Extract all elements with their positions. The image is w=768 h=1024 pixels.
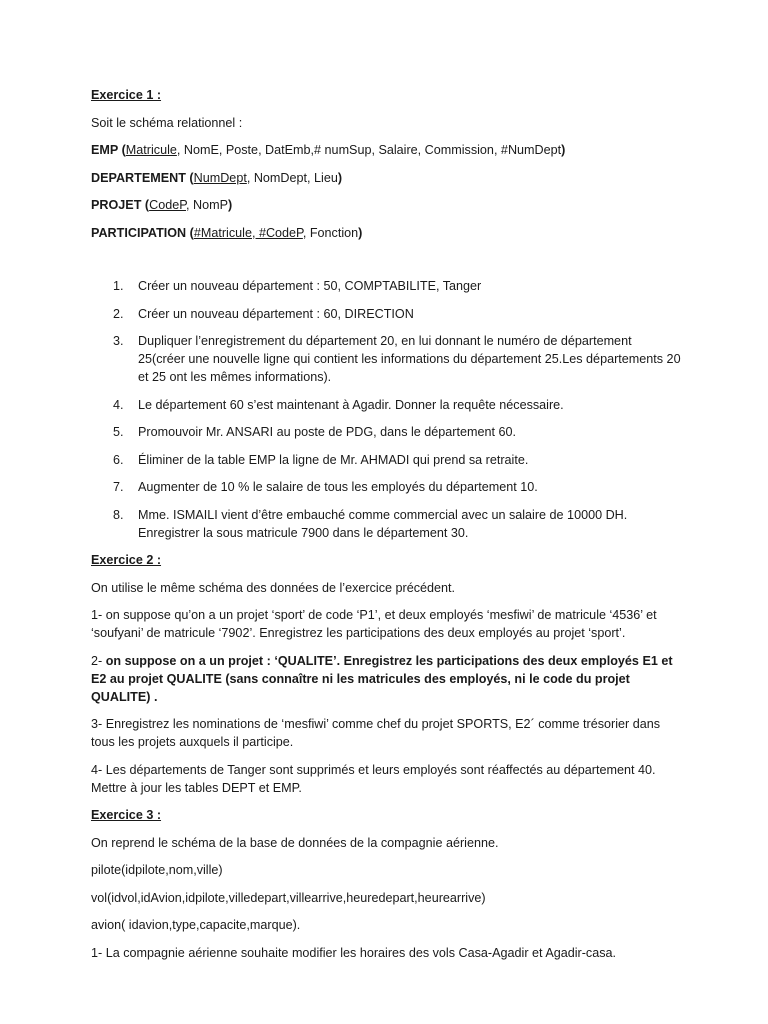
schema-part-key: #Matricule, #CodeP [193, 225, 303, 240]
schema-pilote: pilote(idpilote,nom,ville) [91, 863, 223, 877]
schema-emp-attrs: , NomE, Poste, DatEmb,# numSup, Salaire, Commission, #NumDept [176, 143, 562, 157]
list-item [91, 451, 681, 469]
list-item-number: 5. [113, 425, 124, 439]
list-item [91, 332, 681, 386]
list-item-text: Créer un nouveau département : 50, COMPTABILITE, Tanger [138, 279, 482, 293]
list-item [91, 305, 681, 323]
exercise-1-title: Exercice 1 : [91, 88, 162, 102]
exercise-3-intro: On reprend le schéma de la base de données de la compagnie aérienne. [91, 835, 499, 850]
list-item-number: 6. [113, 452, 124, 467]
schema-emp-close: ) [561, 143, 566, 157]
exercise-1-list [91, 277, 681, 542]
list-item [91, 396, 681, 414]
exercise-2-question-4: 4- Les départements de Tanger sont supprimés et leurs employés sont réaffectés au département 40. Mettre à jour les tables DEPT et EMP. [91, 762, 656, 795]
schema-emp [91, 141, 681, 159]
schema-dept-close: ) [337, 170, 343, 185]
spacer [91, 251, 681, 277]
list-item-text: Mme. ISMAILI vient d’être embauché comme commercial avec un salaire de 10000 DH. Enregistrer la sous matricule 7900 dans le département 30. [138, 507, 628, 540]
exercise-1-intro: Soit le schéma relationnel : [91, 115, 243, 130]
schema-part-close: ) [358, 225, 363, 240]
schema-dept-open: ( [185, 170, 194, 185]
schema-projet [91, 196, 681, 214]
schema-dept-key: NumDept [193, 170, 247, 185]
schema-participation [91, 224, 681, 242]
exercise-2-question-3: 3- Enregistrez les nominations de ‘mesfiwi’ comme chef du projet SPORTS, E2´ comme trésorier dans tous les projets auxquels il participe. [91, 717, 661, 749]
schema-part-name: PARTICIPATION [91, 225, 187, 240]
exercise-3-title: Exercice 3 : [91, 808, 162, 822]
list-item-text: Promouvoir Mr. ANSARI au poste de PDG, dans le département 60. [138, 425, 517, 439]
schema-emp-key: Matricule [125, 143, 177, 157]
list-item-number: 8. [113, 507, 124, 522]
list-item [91, 423, 681, 441]
schema-projet-open: ( [141, 198, 150, 212]
list-item-text: Dupliquer l’enregistrement du département 20, en lui donnant le numéro de département 25(créer une nouvelle ligne qui contient les informations du département 25.Les départements 20 et 25 ont les mêmes informations). [138, 334, 681, 384]
schema-projet-close: ) [227, 198, 233, 212]
exercise-2-title: Exercice 2 : [91, 553, 162, 567]
schema-dept-name: DEPARTEMENT [91, 170, 186, 185]
schema-avion: avion( idavion,type,capacite,marque). [91, 918, 301, 932]
exercise-2-question-2 [91, 652, 681, 706]
question-2-text: on suppose on a un projet : ‘QUALITE’. Enregistrez les participations des deux employés E1 et E2 au projet QUALITE (sans connaître ni les matricules des employés, ni le code du projet QUALITE) . [91, 653, 673, 704]
schema-departement [91, 169, 681, 187]
list-item-text: Créer un nouveau département : 60, DIRECTION [138, 306, 414, 321]
schema-projet-attrs: , NomP [185, 198, 228, 212]
schema-emp-name: EMP [91, 143, 119, 157]
schema-vol: vol(idvol,idAvion,idpilote,villedepart,villearrive,heuredepart,heurearrive) [91, 890, 486, 905]
list-item-text: Augmenter de 10 % le salaire de tous les employés du département 10. [138, 480, 538, 494]
schema-emp-open: ( [118, 143, 126, 157]
schema-projet-name: PROJET [91, 198, 142, 212]
list-item-number: 7. [113, 480, 124, 494]
schema-projet-key: CodeP [149, 198, 186, 212]
list-item [91, 478, 681, 496]
list-item-number: 2. [113, 306, 124, 321]
exercise-2-question-1: 1- on suppose qu’on a un projet ‘sport’ de code ‘P1’, et deux employés ‘mesfiwi’ de matricule ‘4536’ et ‘soufyani’ de matricule ‘7902’. Enregistrez les participations des deux employés au projet ‘sport’. [91, 608, 657, 640]
schema-part-open: ( [186, 225, 194, 240]
document-content [91, 86, 681, 971]
exercise-3-question-1: 1- La compagnie aérienne souhaite modifier les horaires des vols Casa-Agadir et Agadir-casa. [91, 945, 617, 960]
list-item-number: 4. [113, 397, 124, 412]
list-item-number: 3. [113, 334, 124, 348]
schema-part-attrs: , Fonction [302, 225, 359, 240]
list-item [91, 506, 681, 542]
schema-dept-attrs: , NomDept, Lieu [246, 170, 338, 185]
list-item-text: Éliminer de la table EMP la ligne de Mr. AHMADI qui prend sa retraite. [138, 452, 529, 467]
question-2-prefix: 2- [91, 653, 106, 668]
exercise-2-intro: On utilise le même schéma des données de l’exercice précédent. [91, 580, 456, 595]
list-item [91, 277, 681, 295]
list-item-number: 1. [113, 279, 124, 293]
list-item-text: Le département 60 s’est maintenant à Agadir. Donner la requête nécessaire. [138, 397, 564, 412]
